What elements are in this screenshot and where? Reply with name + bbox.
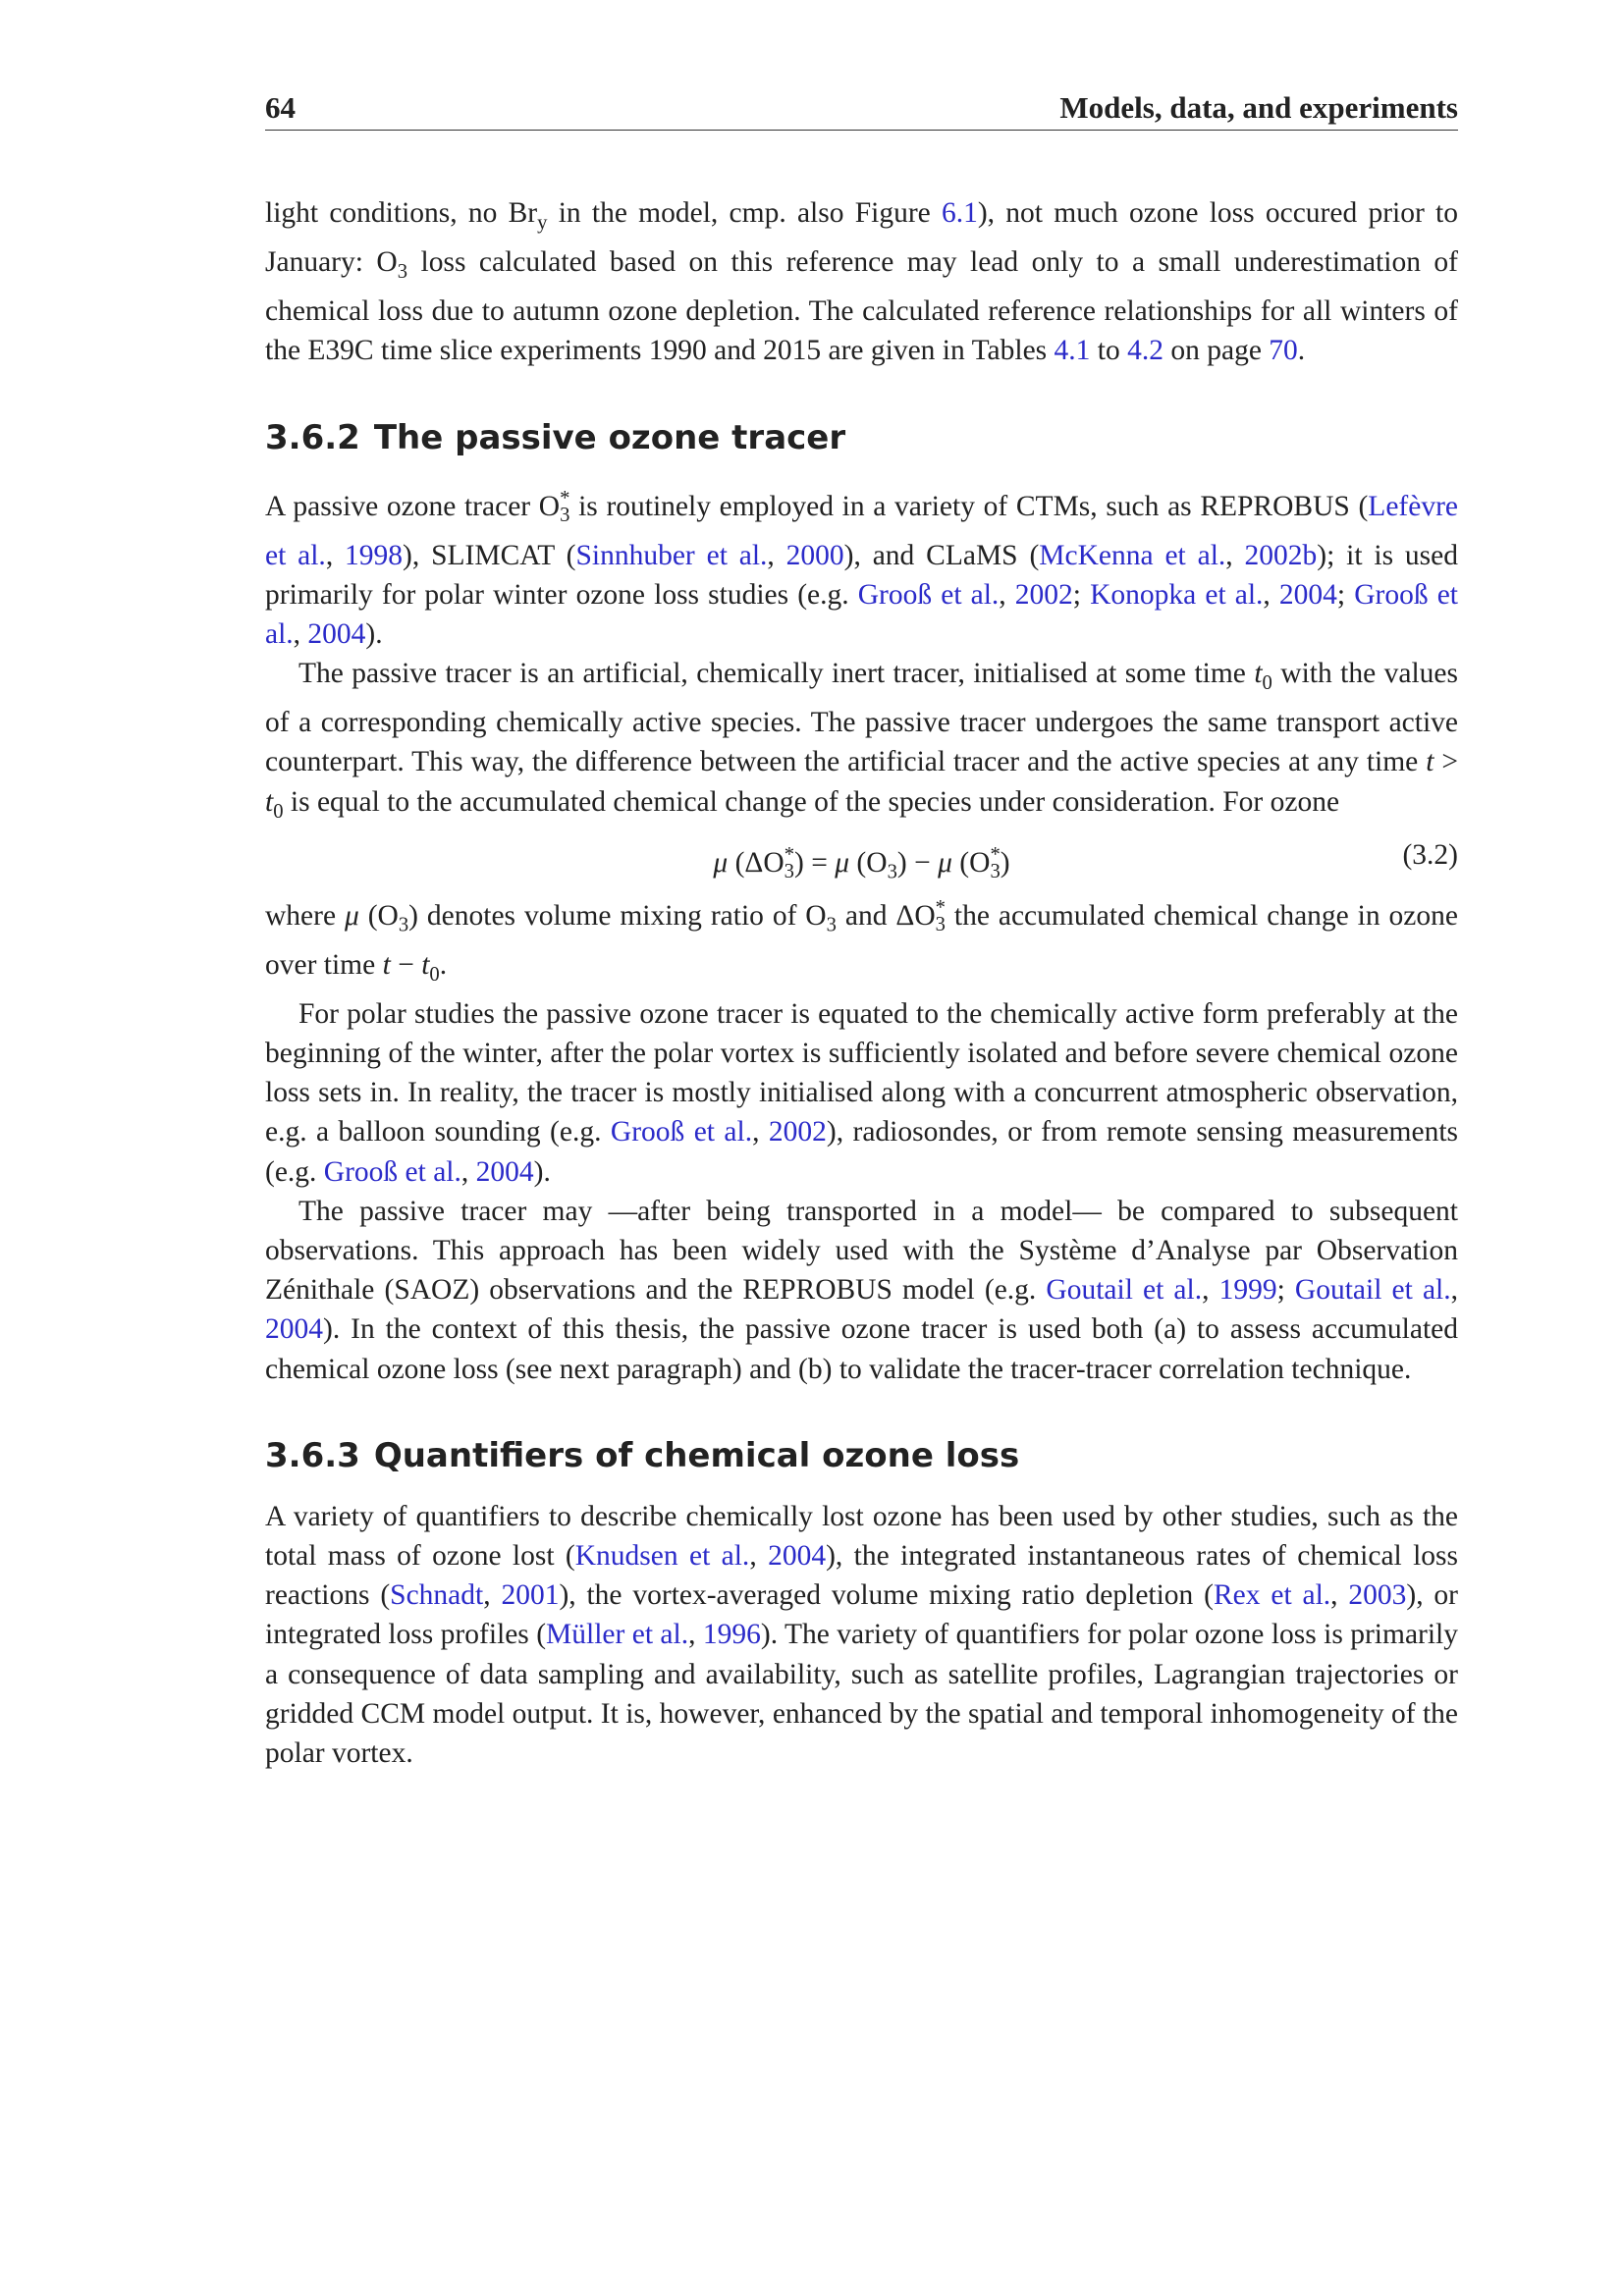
paragraph: A variety of quantifiers to describe chemically lost ozone has been used by other studies, such as the total mass of ozone lost (Knudsen et al., 2004), the integrated instantaneous rates of chemical loss reactions (Schnadt, 2001), the vortex-averaged volume mixing ratio depletion (Rex et al., 2003), or integrated loss profiles (Müller et al., 1996). The variety of quantifiers for polar ozone loss is primarily a consequence of data sampling and availability, such as satellite profiles, Lagrangian trajectories or gridded CCM model output. It is, however, enhanced by the spatial and temporal inhomogeneity of the polar vortex. [265,1500,1459,1769]
table-link[interactable]: 4.1 [1054,335,1091,367]
citation-link[interactable]: Lefèvre et al. [265,490,1458,571]
citation-link[interactable]: 2004 [475,1155,534,1188]
citation-link[interactable]: 2002b [1244,539,1318,571]
equation-formula: μ $(\Delta O_3^*) = \mu$ $(O_3) - \mu$ $(O_3^*)$ [713,843,1010,883]
intro-paragraph: light conditions, no $Br_y$ in the model, cmp. also Figure 6.1), not much ozone loss occured prior to January: $O_3$ loss calculated based on this reference may lead only to a small underestimation of chemical loss due to autumn ozone depletion. The calculated reference relationships for all winters of the E39C time slice experiments 1990 and 2015 are given in Tables 4.1 to 4.2 on page 70. [265,197,1459,367]
citation-link[interactable]: 2002 [1014,578,1073,611]
section-title: Quantifiers of chemical ozone loss [373,1435,1020,1475]
citation-link[interactable]: McKenna et al. [1039,539,1226,571]
citation-link[interactable]: 1996 [702,1619,761,1651]
citation-link[interactable]: Grooß et al. [323,1155,461,1188]
section-heading [265,1436,1458,1475]
equation-number: (3.2) [1402,838,1458,871]
citation-link[interactable]: Sinnhuber et al. [575,539,768,571]
citation-link[interactable]: 2003 [1348,1579,1407,1612]
citation-link[interactable]: 1999 [1218,1274,1277,1307]
citation-link[interactable]: Grooß et al. [610,1116,753,1148]
citation-link[interactable]: 2004 [307,617,366,650]
citation-link[interactable]: 2001 [501,1579,560,1612]
section-heading [265,418,1458,457]
equation [265,835,1458,882]
table-link[interactable]: 4.2 [1127,335,1163,367]
citation-link[interactable]: Konopka et al. [1090,578,1264,611]
paragraph: The passive tracer is an artificial, chemically inert tracer, initialised at some time $t_0$ with the values of a corresponding chemically active species. The passive tracer undergoes the same transport active counterpart. This way, the difference between the artificial tracer and the active species at any time $t > t_0$ is equal to the accumulated chemical change of the species under consideration. For ozone [265,658,1458,823]
paragraph: A passive ozone tracer $O_3^*$ is routinely employed in a variety of CTMs, such as REPROBUS (Lefèvre et al., 1998), SLIMCAT (Sinnhuber et al., 2000), and CLaMS (McKenna et al., 2002b); it is used primarily for polar winter ozone loss studies (e.g. Grooß et al., 2002; Konopka et al., 2004; Grooß et al., 2004). [265,487,1458,650]
citation-link[interactable]: Grooß et al. [265,578,1458,650]
citation-link[interactable]: Knudsen et al. [574,1539,750,1572]
page-link[interactable]: 70 [1269,335,1298,367]
running-header [265,90,1458,131]
citation-link[interactable]: 1998 [345,539,404,571]
citation-link[interactable]: 2004 [768,1539,827,1572]
citation-link[interactable]: 2004 [265,1313,323,1346]
citation-link[interactable]: Goutail et al. [1046,1274,1203,1307]
header-title: Models, data, and experiments [1059,90,1458,125]
paragraph: For polar studies the passive ozone tracer is equated to the chemically active form preferably at the beginning of the winter, after the polar vortex is sufficiently isolated and before severe chemical ozone loss sets in. In reality, the tracer is mostly initialised along with a concurrent atmospheric observation, e.g. a balloon sounding (e.g. Grooß et al., 2002), radiosondes, or from remote sensing measurements (e.g. Grooß et al., 2004). [265,997,1458,1188]
section-number: 3.6.2 [265,417,360,457]
citation-link[interactable]: 2002 [768,1116,827,1148]
citation-link[interactable]: 2000 [785,539,844,571]
citation-link[interactable]: Rex et al. [1213,1579,1331,1612]
figure-link[interactable]: 6.1 [941,197,978,229]
citation-link[interactable]: Grooß et al. [857,578,1000,611]
citation-link[interactable]: Schnadt [390,1579,484,1612]
citation-link[interactable]: 2004 [1278,578,1337,611]
paragraph: The passive tracer may —after being transported in a model— be compared to subsequent observations. This approach has been widely used with the Système d’Analyse par Observation Zénithale (SAOZ) observations and the REPROBUS model (e.g. Goutail et al., 1999; Goutail et al., 2004). In the context of this thesis, the passive ozone tracer is used both (a) to assess accumulated chemical ozone loss (see next paragraph) and (b) to validate the tracer-tracer correlation technique. [265,1195,1458,1385]
paragraph: where μ $(O_3)$ denotes volume mixing ratio of $O_3$ and $\Delta O_3^*$ the accumulated chemical change in ozone over time $t - t_0$. [265,896,1458,986]
section-title: The passive ozone tracer [373,417,846,457]
section-number: 3.6.3 [265,1435,360,1475]
page-number: 64 [265,90,296,125]
citation-link[interactable]: Goutail et al. [1294,1274,1451,1307]
citation-link[interactable]: Müller et al. [546,1619,689,1651]
page-body [265,193,1458,1773]
